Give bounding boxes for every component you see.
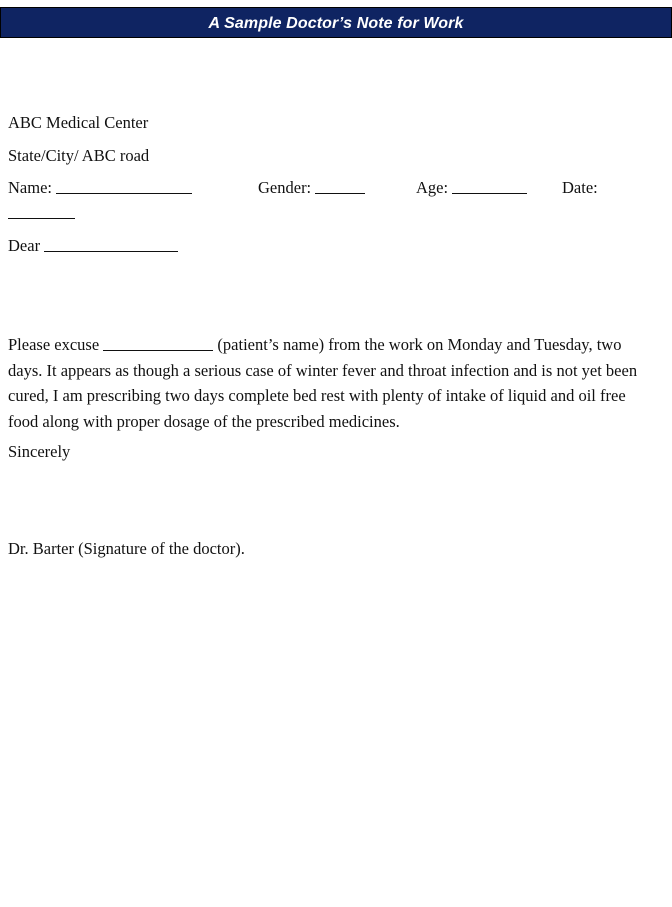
document-title: A Sample Doctor’s Note for Work (208, 14, 464, 32)
organization-address: State/City/ ABC road (8, 146, 150, 165)
salutation-text: Dear (8, 236, 41, 255)
name-field (8, 178, 192, 198)
document-header (0, 7, 672, 38)
excuse-prefix: Please excuse (8, 335, 100, 354)
gender-blank[interactable] (315, 179, 365, 194)
excuse-body: (patient’s name) from the work on Monday and Tuesday, two days. It appears as though a serious case of winter fever and throat infection and is not yet been cured, I am prescribing two days complete bed rest with plenty of intake of liquid and oil free food along with proper dosage of the prescribed medicines. (8, 335, 638, 431)
date-blank[interactable] (8, 204, 75, 219)
age-label: Age: (416, 178, 449, 197)
signature: Dr. Barter (Signature of the doctor). (8, 539, 245, 558)
patient-name-blank[interactable] (103, 336, 213, 351)
date-field (562, 178, 598, 198)
recipient-blank[interactable] (44, 237, 178, 252)
gender-label: Gender: (258, 178, 312, 197)
age-field (416, 178, 527, 198)
name-label: Name: (8, 178, 52, 197)
name-blank[interactable] (56, 179, 192, 194)
closing: Sincerely (8, 442, 71, 461)
salutation (8, 236, 178, 256)
gender-field (258, 178, 365, 198)
date-label: Date: (562, 178, 598, 197)
age-blank[interactable] (452, 179, 527, 194)
date-blank-continuation (8, 203, 75, 223)
organization-name: ABC Medical Center (8, 113, 149, 132)
excuse-paragraph (8, 332, 653, 434)
